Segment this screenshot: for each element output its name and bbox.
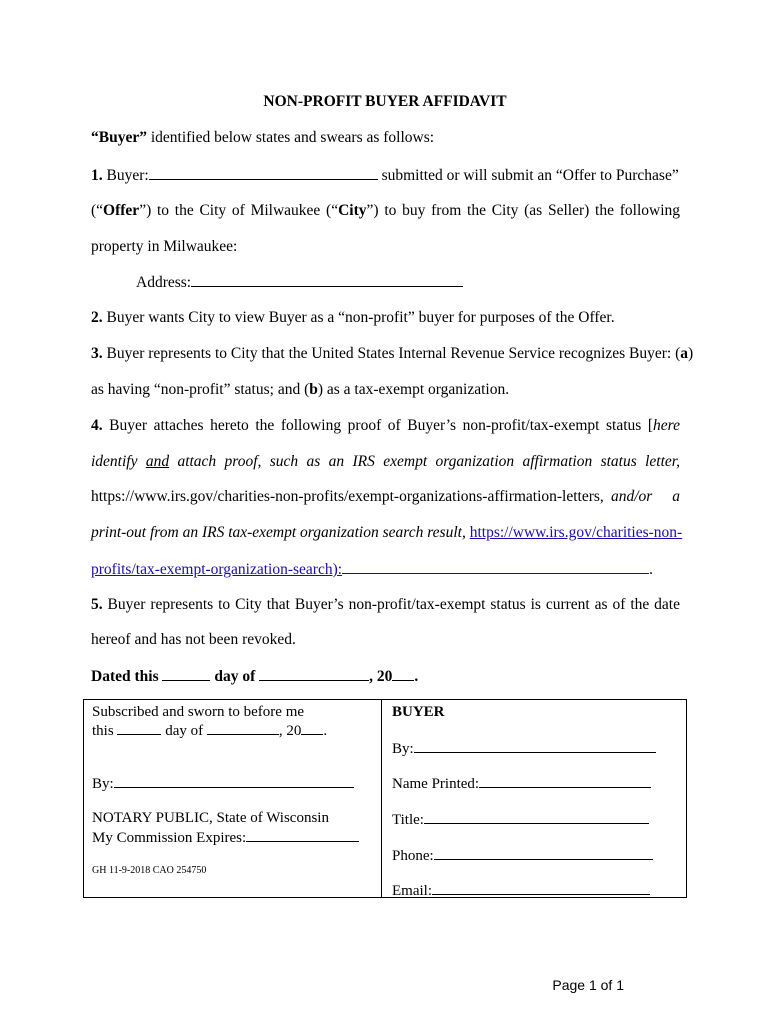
p4-line3 — [91, 487, 680, 507]
buyer-by-label: By: — [392, 741, 414, 757]
p3-number: 3. — [91, 345, 103, 362]
p4-line4 — [91, 523, 683, 543]
p1-mid-text: ”) to the City of Milwaukee (“ — [139, 202, 339, 219]
p3-a: a — [680, 345, 688, 362]
p3-b: b — [309, 381, 318, 398]
p1-end-text: ”) to buy from the City (as Seller) the following — [366, 202, 680, 219]
name-printed-blank[interactable] — [479, 773, 651, 788]
title-line — [392, 809, 649, 829]
dated-label: Dated this — [91, 668, 159, 685]
p4-and: and — [145, 453, 170, 470]
p3-line2 — [91, 380, 680, 400]
buyer-signature-blank[interactable] — [414, 738, 656, 753]
commission-label: My Commission Expires: — [92, 830, 247, 846]
notary-subscribed: Subscribed and sworn to before me — [92, 704, 305, 720]
name-printed-label: Name Printed: — [392, 776, 480, 792]
dated-day-blank[interactable] — [162, 666, 210, 681]
phone-line — [392, 845, 653, 865]
email-line — [392, 880, 650, 900]
buyer-name-blank[interactable] — [149, 165, 378, 180]
document-title: NON-PROFIT BUYER AFFIDAVIT — [263, 93, 507, 110]
irs-search-link[interactable]: https://www.irs.gov/charities-non- — [469, 524, 683, 541]
name-printed-line — [392, 773, 651, 793]
p4-identify: identify — [91, 453, 146, 470]
buyer-by-line — [392, 738, 656, 758]
notary-year-blank[interactable] — [301, 720, 323, 735]
p1-line1 — [91, 165, 680, 186]
p1-after-blank: submitted or will submit an “Offer to Purchase” — [377, 167, 679, 184]
notary-dayof: day of — [165, 723, 204, 739]
buyer-term: “Buyer” — [91, 129, 147, 146]
notary-signature-blank[interactable] — [114, 773, 354, 788]
affirmation-letters-url: https://www.irs.gov/charities-non-profits/exempt-organizations-affirmation-letters, — [91, 488, 604, 505]
page-number: Page 1 of 1 — [552, 977, 624, 993]
p2-number: 2. — [91, 309, 103, 326]
city-term: City — [338, 202, 367, 219]
p1-open-quote: (“ — [91, 202, 104, 219]
p3-text2: as having “non-profit” status; and ( — [91, 381, 310, 398]
buyer-heading: BUYER — [392, 704, 445, 720]
signature-table — [83, 699, 687, 898]
p5-line1 — [91, 595, 680, 615]
p1-number: 1. — [91, 167, 103, 184]
dated-period: . — [414, 668, 419, 685]
p4-text2: attach proof, such as an IRS exempt organization affirmation status letter, — [169, 453, 680, 470]
p4-text1: Buyer attaches hereto the following proof of Buyer’s non-profit/tax-exempt status [ — [102, 417, 654, 434]
p2-text: Buyer wants City to view Buyer as a “non-profit” buyer for purposes of the Offer. — [102, 309, 615, 326]
p5-line2: hereof and has not been revoked. — [91, 631, 296, 648]
email-blank[interactable] — [432, 880, 650, 895]
phone-blank[interactable] — [434, 845, 653, 860]
commission-line — [92, 827, 359, 847]
p4-here: here — [653, 417, 680, 434]
p4-number: 4. — [91, 417, 103, 434]
notary-year-prefix: , 20 — [278, 723, 302, 739]
p3-text1: Buyer represents to City that the United States Internal Revenue Service recognizes Buyer: ( — [102, 345, 681, 362]
notary-public-label: NOTARY PUBLIC, State of Wisconsin — [92, 810, 329, 826]
dated-line — [91, 666, 680, 687]
p4-line2 — [91, 452, 680, 472]
address-line — [136, 272, 463, 293]
address-blank[interactable] — [191, 272, 463, 287]
commission-blank[interactable] — [246, 827, 359, 842]
table-divider — [381, 700, 382, 897]
notary-this-line — [92, 720, 327, 740]
notary-by-line — [92, 773, 354, 793]
intro-line — [91, 128, 680, 148]
p4-line5 — [91, 559, 680, 580]
title-label: Title: — [392, 812, 424, 828]
p4-a: a — [672, 488, 680, 505]
notary-by-label: By: — [92, 776, 114, 792]
address-label: Address: — [136, 274, 192, 291]
p4-line1 — [91, 416, 680, 436]
buyer-label: Buyer: — [102, 167, 149, 184]
dated-year-prefix: , 20 — [369, 668, 393, 685]
p4-period: . — [649, 561, 653, 578]
form-code: GH 11-9-2018 CAO 254750 — [92, 865, 207, 876]
p3-line1 — [91, 344, 694, 364]
irs-search-link-cont[interactable]: profits/tax-exempt-organization-search): — [91, 561, 343, 578]
notary-period: . — [323, 723, 328, 739]
p1-line2 — [91, 201, 680, 221]
dated-dayof: day of — [214, 668, 256, 685]
p3-close-paren: ) — [688, 345, 694, 362]
p3-text3: ) as a tax-exempt organization. — [317, 381, 510, 398]
proof-blank[interactable] — [342, 559, 649, 574]
phone-label: Phone: — [392, 848, 434, 864]
p4-printout-text: print-out from an IRS tax-exempt organization search result, — [91, 524, 470, 541]
intro-text: identified below states and swears as follows: — [146, 129, 435, 146]
notary-day-blank[interactable] — [117, 720, 161, 735]
title-blank[interactable] — [424, 809, 649, 824]
p1-line3: property in Milwaukee: — [91, 238, 238, 255]
dated-year-blank[interactable] — [392, 666, 414, 681]
offer-term: Offer — [103, 202, 140, 219]
notary-month-blank[interactable] — [207, 720, 279, 735]
p2-line — [91, 308, 680, 328]
p4-andor: and/or — [611, 488, 653, 505]
email-label: Email: — [392, 883, 432, 899]
p5-text1: Buyer represents to City that Buyer’s non-profit/tax-exempt status is current as of the date — [102, 596, 680, 613]
dated-month-blank[interactable] — [259, 666, 369, 681]
notary-this: this — [92, 723, 114, 739]
p5-number: 5. — [91, 596, 103, 613]
